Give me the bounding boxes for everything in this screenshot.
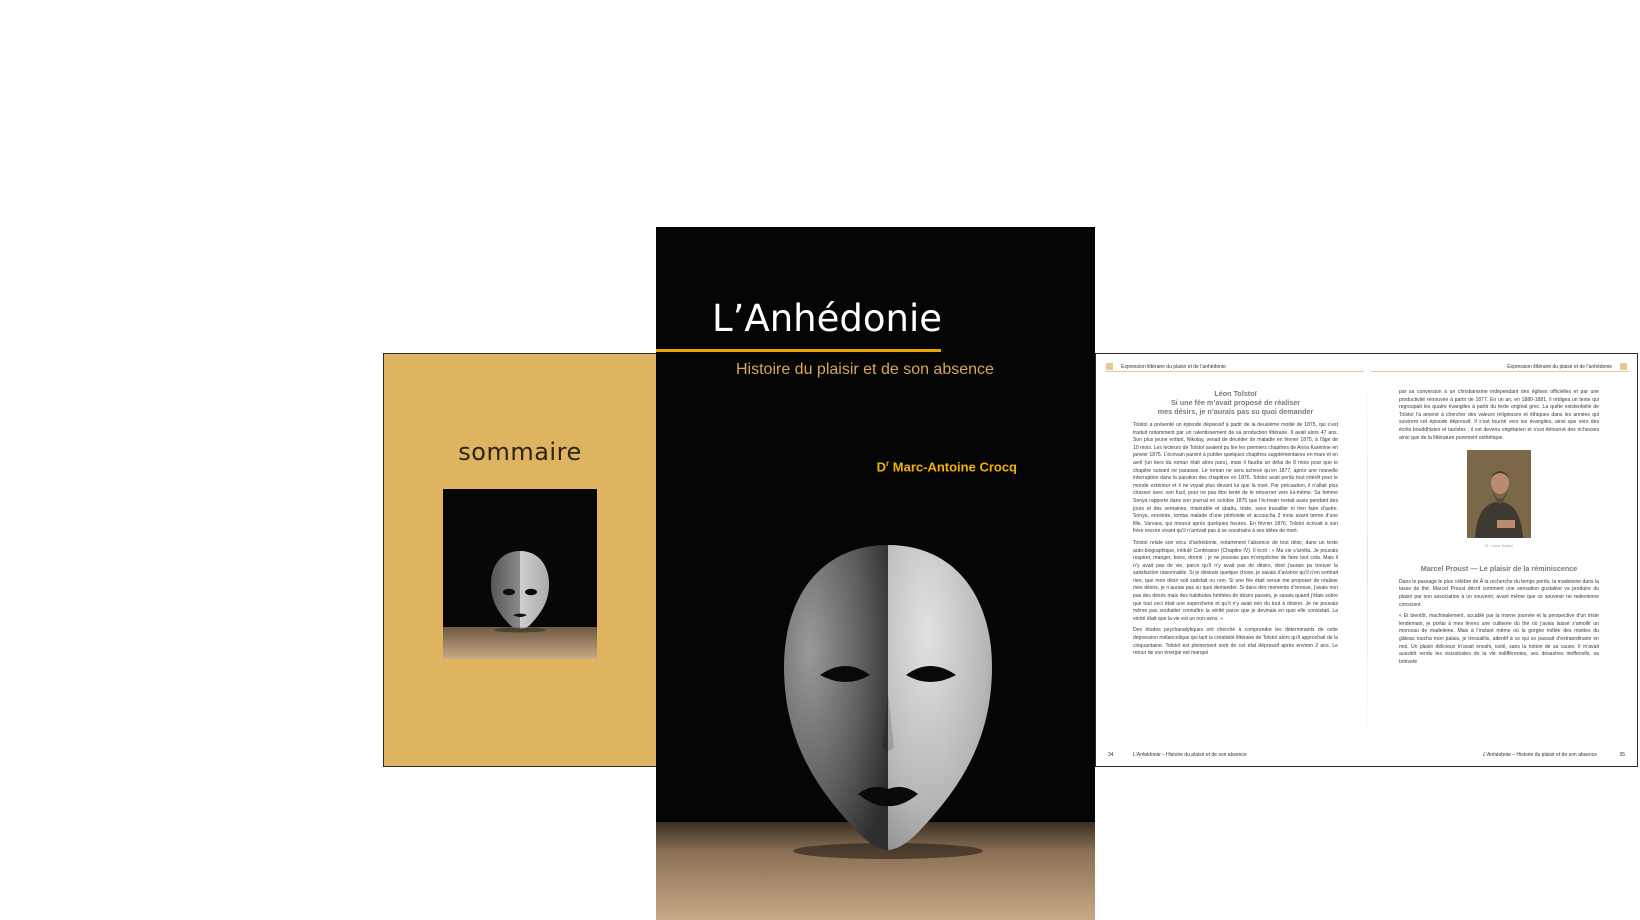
footer-book-title: L’Anhédonie [1483,752,1511,758]
page-number-left: 34 [1108,752,1114,758]
running-head-marker-right [1620,363,1627,370]
mask-photo-small [443,489,597,659]
cover-title: L’Anhédonie [712,297,942,340]
heading-line: mes désirs, je n’aurais pas su quoi demander [1157,407,1314,416]
author-prefix-sup: r [886,459,890,468]
author-name: Marc-Antoine Crocq [889,459,1017,475]
section-heading-proust: Marcel Proust — Le plaisir de la réminiscence [1420,563,1578,573]
running-head-rule-left [1106,371,1364,372]
spread-gutter [1367,354,1368,766]
body-paragraph: Dans le passage le plus célèbre de À la recherche du temps perdu, la madeleine dans la tasse de thé, Marcel Proust décrit comment une sensation gustative va produire du plaisir par son association à un souvenir, avant même que ce souvenir ne redevienne conscient. [1399,578,1599,608]
author-prefix: D [876,459,887,475]
footer-left [1133,752,1247,758]
footer-book-subtitle: – Histoire du plaisir et de son absence [1160,752,1247,758]
mask-photo-large [656,517,1095,920]
portrait-illustration [1467,450,1531,538]
body-paragraph: « Et bientôt, machinalement, accablé par la morne journée et la perspective d’un triste lendemain, je portai à mes lèvres une cuillerée du thé où j’avais laissé s’amollir un morceau de madeleine. Mais à l’instant même où la gorgée mêlée des miettes du gâteau toucha mon palais, je tressaillis, attentif à ce qui se passait d’extraordinaire en moi. Un plaisir délicieux m’avait envahi, isolé, sans la notion de sa cause. Il m’avait aussitôt rendu les vicissitudes de la vie indifférentes, ses désastres inoffensifs, sa brièveté [1399,613,1599,665]
portrait-caption: Ill.: Léon Tolstoï [1485,543,1513,549]
running-head-right: Expression littéraire du plaisir et de l’anhédonie [1507,364,1612,370]
tolstoi-portrait [1467,450,1531,538]
cover-title-rule [656,349,941,352]
heading-line: Léon Tolstoï [1214,389,1257,398]
section-heading-tolstoi [1133,389,1338,416]
cover-author [877,459,1017,474]
running-head-rule-right [1371,371,1629,372]
mask-illustration-large [656,517,1095,920]
inside-spread [1095,353,1638,767]
footer-book-subtitle: – Histoire du plaisir et de son absence [1510,752,1597,758]
running-head-marker-left [1106,363,1113,370]
running-head-left: Expression littéraire du plaisir et de l’anhédonie [1121,364,1226,370]
footer-book-title: L’Anhédonie [1133,752,1161,758]
body-paragraph: Tolstoï relate son vécu d’anhédonie, notamment l’absence de tout désir, dans un texte auto-biographique, intitulé Confession (Chapitre IV). Il écrit : « Ma vie s’arrêta. Je pouvais respirer, manger, boire, dormir ; je ne pouvais pas m’empêcher de faire tout cela. Mais il n’y avait pas de vie, parce qu’il n’y avait pas de désirs, dont j’aurais pu trouver la satisfaction raisonnable. Si je désirais quelque chose, je savais d’avance qu’il n’en sortirait rien, que mon désir soit satisfait ou non. Si une fée était venue me proposer de réaliser mes désirs, je n’aurais pas su quoi demander. Si dans des moments d’ivresse, j’avais non pas des désirs mais des habitudes héritées de désirs passés, je savais quand j’étais sobre que tout ceci était une supercherie et qu’il n’y avait rien du tout à désirer. Je ne pouvais même pas souhaiter connaître la vérité parce que je devinais en quoi elle consistait. La vérité était que la vie est un non-sens. » [1133,539,1338,622]
mask-illustration-small [443,489,597,659]
heading-line: Si une fée m’avait proposé de réaliser [1170,398,1301,407]
sommaire-page [383,353,657,767]
sommaire-title: sommaire [458,438,582,466]
page-number-right: 35 [1619,752,1625,758]
body-paragraph: Des études psychanalytiques ont cherché à comprendre les déterminants de cette dépression mélancolique qui tarit la créativité littéraire de Tolstoï alors qu’il approchait de la cinquantaine. Tolstoï est pleinement sorti de cet état dépressif après environ 2 ans. Le retour de son énergie est marqué [1133,627,1338,657]
book-cover [656,227,1095,920]
right-page-column [1399,389,1599,670]
body-paragraph: par sa conversion à un christianisme indépendant des églises officielles et par une productivité retrouvée à partir de 1877. En un an, en 1880-1881, il rédigea un texte qui regroupait les quatre évangiles à partir du texte original grec. La quête existentielle de Tolstoï l’a amené à chercher des valeurs religieuses et éthiques dans les années qui suivirent cet épisode dépressif. Il s’est tourné vers les évangiles, ainsi que vers des écrits bouddhistes et taoïstes ; il est devenu végétarien et s’est détourné des richesses ainsi que de la littérature purement esthétique. [1399,389,1599,441]
footer-right [1483,752,1597,758]
left-page-column [1133,389,1338,662]
body-paragraph: Tolstoï a présenté un épisode dépressif à partir de la deuxième moitié de 1875, qui s’est traduit notamment par un ralentissement de sa production littéraire. Il avait alors 47 ans. Son plus jeune enfant, Nikolay, venait de décéder de maladie en février 1875, à l’âge de 10 mois. Les lecteurs de Tolstoï avaient pu lire les premiers chapitres de Anna Karénine en janvier 1875. L’écrivain parvint à publier quelques chapitres supplémentaires en mars et en avril (un tiers du roman était alors paru), mais il faudra un délai de 8 mois pour que le chapitre suivant ne paraisse. Le roman ne sera achevé qu’en 1877, après une nouvelle interruption dans la parution des chapitres en 1876. Tolstoï avait perdu tout intérêt pour le monde extérieur et il ne voyait plus devant lui que la mort. Par précaution, il n’allait plus chasser avec son fusil, pour ne pas être tenté de le retourner vers lui-même. Sa femme Sonya rapporte dans son journal en octobre 1875 que l’écrivain restait assis pendant des jours et des semaines, misérable et abattu, triste, sans travailler ni rien faire d’autre. Sonya, enceinte, tomba malade d’une péritonite et accoucha 3 mois avant terme d’une fille, Varvara, qui mourut après quelques heures. En février 1876, Tolstoï écrivait à son frère encore vivant qu’il n’arrivait pas à se soustraire à ses idées de mort. [1133,422,1339,535]
cover-subtitle: Histoire du plaisir et de son absence [736,361,994,378]
